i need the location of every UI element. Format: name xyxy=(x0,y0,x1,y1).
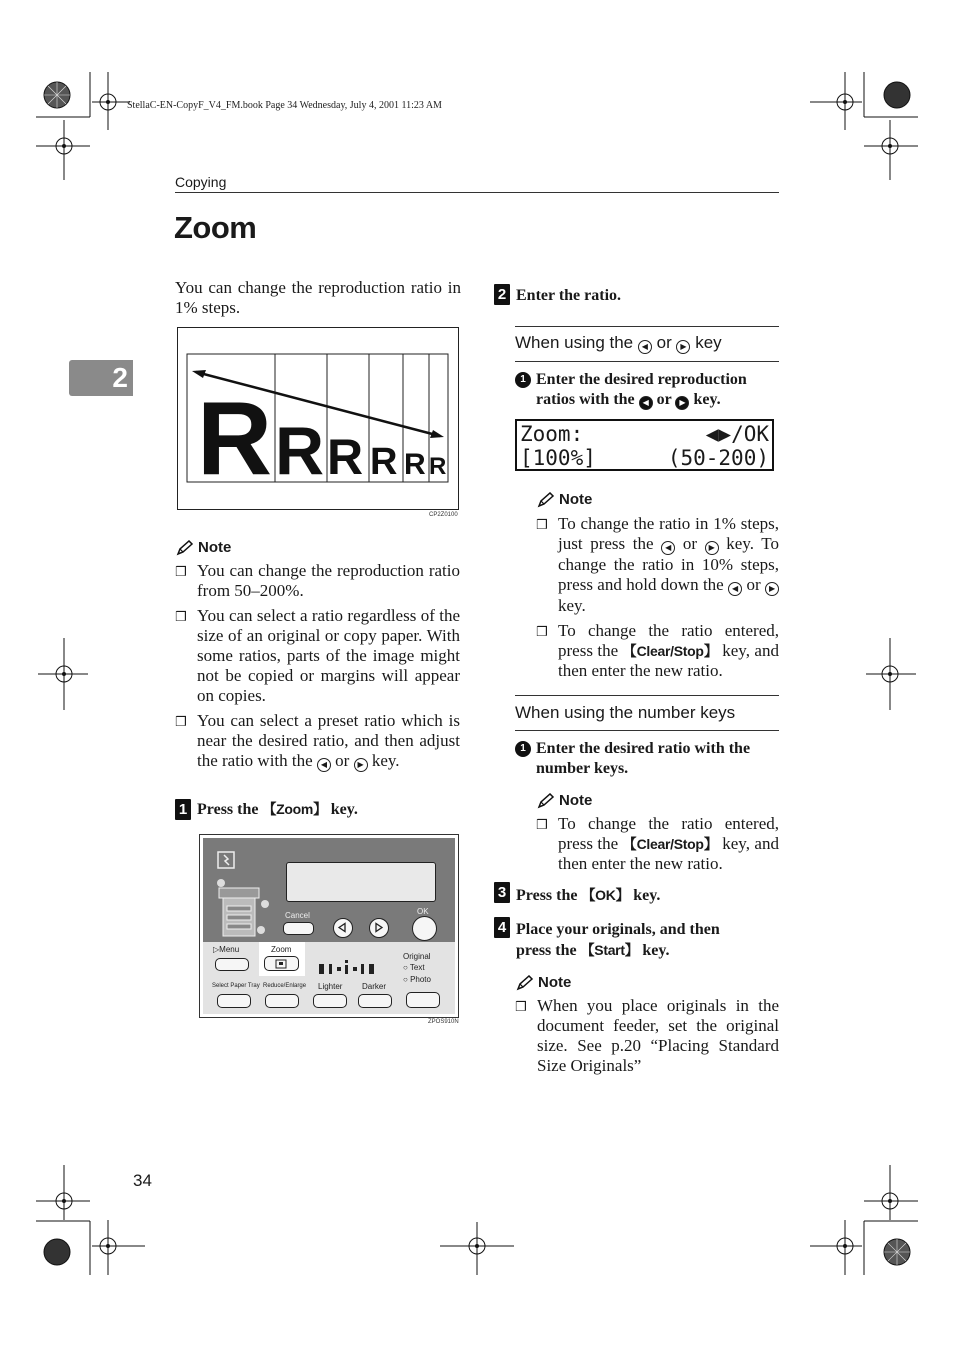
pencil-icon xyxy=(537,492,555,508)
checkbox-icon: ❒ xyxy=(175,610,187,625)
letter-r-3: R xyxy=(327,429,364,485)
step-number: 4 xyxy=(494,917,510,938)
step-number: 1 xyxy=(175,799,191,820)
cancel-button[interactable] xyxy=(283,922,314,935)
checkbox-icon: ❒ xyxy=(536,518,548,533)
letter-r-6: R xyxy=(429,453,447,480)
right-arrow-key-icon: ▶ xyxy=(354,758,368,772)
note-heading-arrow: Note xyxy=(537,491,592,508)
checkbox-icon: ❒ xyxy=(536,625,548,640)
right-arrow-button[interactable] xyxy=(369,918,389,938)
lcd-row2-left: [100%] xyxy=(520,446,596,470)
ok-button[interactable] xyxy=(412,916,437,941)
lcd-row2-right: (50-200) xyxy=(667,446,769,470)
zoom-button[interactable] xyxy=(264,956,299,971)
note-item: ❒ To change the ratio entered, press the 【Clear/Stop】 key, and then enter the new ratio. xyxy=(536,621,779,680)
original-type-button[interactable] xyxy=(406,992,440,1008)
right-arrow-key-icon: ▶ xyxy=(765,582,779,596)
arrow-notes xyxy=(536,514,779,681)
left-notes xyxy=(175,561,460,772)
original-label: Original xyxy=(403,952,431,961)
substep-arrow-1: 1 Enter the desired reproduction ratios with the ◀ or ▶ key. xyxy=(515,370,779,410)
text-mode-label: ○ Text xyxy=(403,963,425,972)
start-key-label: 【Start】 xyxy=(580,942,639,958)
menu-button[interactable] xyxy=(215,958,249,971)
right-arrow-key-icon: ▶ xyxy=(675,396,689,410)
lcd-row1-right: ◀▶/OK xyxy=(705,422,769,446)
clear-stop-key-label: 【Clear/Stop】 xyxy=(622,836,718,852)
lcd-row1-left: Zoom: xyxy=(520,422,584,446)
note-item: ❒ You can select a preset ratio which is near the desired ratio, and then adjust the ratio with the ◀ or ▶ key. xyxy=(175,711,460,770)
note-heading-final: Note xyxy=(516,974,571,991)
ok-key-label: 【OK】 xyxy=(581,887,630,903)
figure1-code: CP2Z0100 xyxy=(429,512,458,518)
substep-number-1: 1 Enter the desired ratio with the number keys. xyxy=(515,739,779,779)
ok-label: OK xyxy=(417,907,429,916)
chapter-tab xyxy=(69,360,133,396)
reduce-enlarge-button[interactable] xyxy=(265,994,299,1008)
checkbox-icon: ❒ xyxy=(515,1000,527,1015)
note-item: ❒ To change the ratio in 1% steps, just press the ◀ or ▶ key. To change the ratio in 10% steps, press and hold down the ◀ or ▶ key. xyxy=(536,514,779,615)
chapter-number: 2 xyxy=(112,362,128,393)
photo-mode-label: ○ Photo xyxy=(403,975,431,984)
select-paper-tray-label: Select Paper Tray xyxy=(212,983,260,989)
page-number: 34 xyxy=(133,1171,152,1190)
note-heading-left xyxy=(176,539,231,556)
sub-heading-number-keys: When using the number keys xyxy=(515,703,736,722)
left-arrow-button[interactable] xyxy=(333,918,353,938)
clear-stop-key-label: 【Clear/Stop】 xyxy=(622,643,718,659)
file-info: StellaC-EN-CopyF_V4_FM.book Page 34 Wednesday, July 4, 2001 11:23 AM xyxy=(127,100,442,111)
note-label: Note xyxy=(198,539,232,556)
sub-rule xyxy=(515,361,779,362)
checkbox-icon: ❒ xyxy=(175,715,187,730)
panel-code: ZPOS910N xyxy=(428,1019,459,1025)
note-heading-number: Note xyxy=(537,792,592,809)
step-3: 3 Press the 【OK】 key. xyxy=(494,882,660,906)
zoom-figure xyxy=(177,327,459,510)
letter-r-2: R xyxy=(275,413,325,489)
lighter-label: Lighter xyxy=(318,982,343,991)
control-panel-illustration xyxy=(199,834,459,1018)
darker-label: Darker xyxy=(362,982,387,991)
step-1: 1 Press the 【Zoom】 key. xyxy=(175,799,460,820)
density-indicator xyxy=(317,960,389,976)
checkbox-icon: ❒ xyxy=(175,565,187,580)
zoom-label: Zoom xyxy=(271,945,292,954)
note-item: ❒ When you place originals in the document feeder, set the original size. See p.20 “Placing Standard Size Originals” xyxy=(515,996,779,1075)
left-arrow-key-icon: ◀ xyxy=(639,396,653,410)
step-number: 3 xyxy=(494,882,510,903)
sub-rule xyxy=(515,695,779,696)
number-notes xyxy=(536,814,779,874)
copier-icon xyxy=(213,876,275,940)
darker-button[interactable] xyxy=(358,994,392,1008)
step-number: 2 xyxy=(494,284,510,305)
zoom-key-label: 【Zoom】 xyxy=(262,801,327,817)
pencil-icon xyxy=(176,540,194,556)
lighter-button[interactable] xyxy=(313,994,347,1008)
note-item: ❒ You can select a ratio regardless of the size of an original or copy paper. With some ratios, parts of the image might not be copied or margins will appear on copies. xyxy=(175,606,460,705)
sub-rule xyxy=(515,326,779,327)
sub-heading-arrow-keys: When using the ◀ or ▶ key xyxy=(515,333,722,352)
substep-number: 1 xyxy=(515,372,531,388)
substep-number: 1 xyxy=(515,741,531,757)
pencil-icon xyxy=(516,975,534,991)
left-arrow-key-icon: ◀ xyxy=(728,582,742,596)
zoom-icon xyxy=(265,958,298,970)
left-arrow-key-icon: ◀ xyxy=(317,758,331,772)
reduce-enlarge-label: Reduce/Enlarge xyxy=(263,983,307,989)
step-4: 4 Place your originals, and then press the 【Start】 key. xyxy=(494,917,779,961)
final-notes xyxy=(515,996,779,1076)
lcd-display xyxy=(515,419,774,471)
cancel-label: Cancel xyxy=(285,911,310,920)
select-paper-tray-button[interactable] xyxy=(217,994,251,1008)
right-arrow-key-icon: ▶ xyxy=(705,541,719,555)
letter-r-4: R xyxy=(370,441,398,483)
section-label: Copying xyxy=(175,174,227,190)
intro-text: You can change the reproduction ratio in 1% steps. xyxy=(175,278,461,317)
zoom-illustration xyxy=(178,328,458,509)
note-item: ❒ To change the ratio entered, press the 【Clear/Stop】 key, and then enter the new ratio. xyxy=(536,814,779,873)
step-2: 2 Enter the ratio. xyxy=(494,284,621,306)
checkbox-icon: ❒ xyxy=(536,818,548,833)
lcd-screen xyxy=(286,862,436,902)
letter-r-5: R xyxy=(404,448,426,481)
header-rule xyxy=(175,192,779,193)
right-arrow-key-icon: ▶ xyxy=(676,340,690,354)
left-arrow-key-icon: ◀ xyxy=(638,340,652,354)
page-title: Zoom xyxy=(174,210,257,245)
left-arrow-key-icon: ◀ xyxy=(661,541,675,555)
energy-saver-icon xyxy=(217,851,243,873)
note-item: ❒ You can change the reproduction ratio from 50–200%. xyxy=(175,561,460,600)
menu-label: ▷Menu xyxy=(213,945,240,954)
pencil-icon xyxy=(537,793,555,809)
letter-r-1: R xyxy=(197,381,273,497)
sub-rule xyxy=(515,730,779,731)
